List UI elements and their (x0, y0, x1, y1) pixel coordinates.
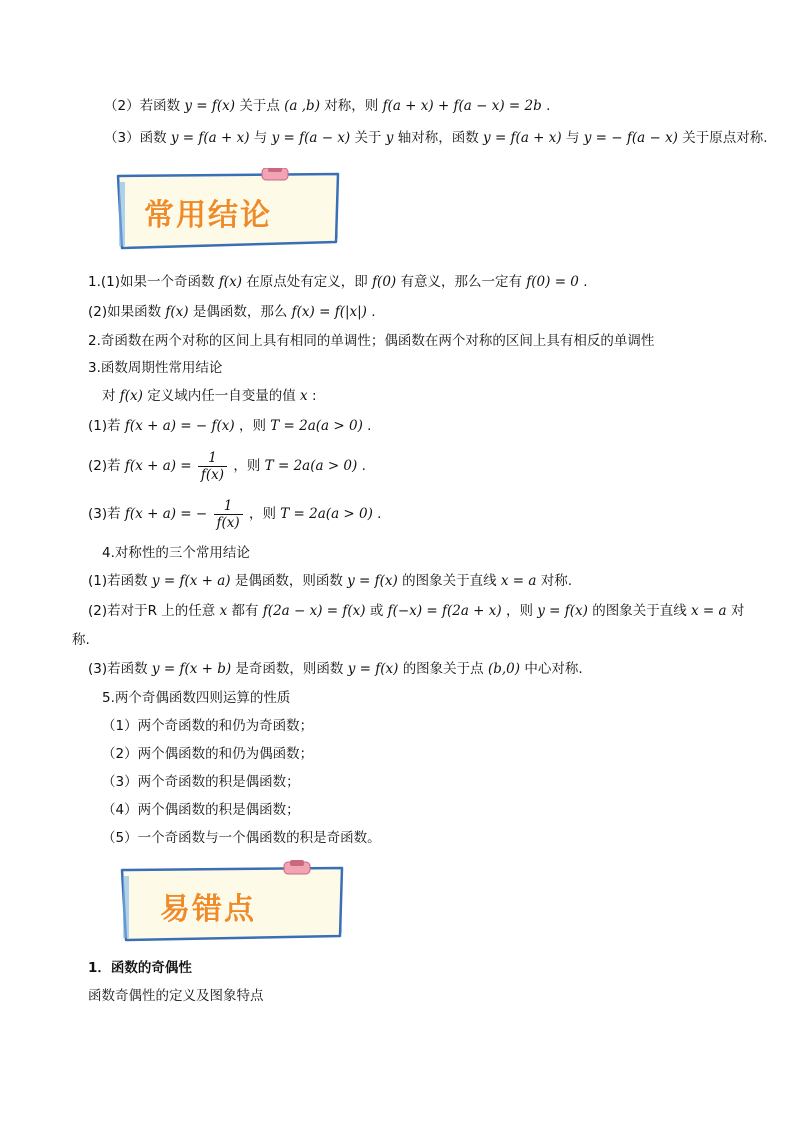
banner-title: 常用结论 (144, 198, 272, 233)
numerator: 1 (214, 498, 243, 515)
text: ，则 (238, 418, 266, 434)
text: (1)若函数 (88, 573, 148, 589)
banner-common-mistakes (116, 860, 352, 946)
text: : (311, 388, 317, 404)
text: 轴对称，函数 (397, 130, 479, 146)
conclusion-9: 4.对称性的三个常用结论 (102, 545, 250, 561)
conclusion-6 (88, 416, 371, 436)
text: 对 (730, 603, 745, 619)
text: 有意义，那么一定有 (400, 274, 522, 290)
conclusion-8 (88, 494, 381, 534)
text: 与 (253, 130, 268, 146)
denominator: f(x) (200, 466, 225, 483)
top-line-2 (104, 128, 768, 148)
text: . (367, 418, 372, 434)
math: f(x) (119, 388, 143, 404)
math: y = f(a − x) (271, 130, 351, 146)
denominator: f(x) (216, 514, 240, 531)
math: y = f(x) (347, 573, 398, 589)
conclusion-14: （1）两个奇函数的和仍为奇函数； (102, 718, 314, 734)
conclusion-7 (88, 446, 366, 486)
conclusion-4: 3.函数周期性常用结论 (88, 360, 223, 376)
math: y = f(a + x) (170, 130, 250, 146)
text: 对称. (540, 573, 573, 589)
error-subheading: 函数奇偶性的定义及图象特点 (88, 988, 264, 1004)
math: y = f(a + x) (483, 130, 562, 146)
math: y = f(x) (347, 661, 399, 677)
text: 是偶函数，则函数 (234, 573, 343, 589)
error-heading: 1．函数的奇偶性 (88, 960, 192, 976)
text: 对称，则 (324, 98, 379, 114)
text: . (377, 506, 382, 522)
math: x (219, 603, 228, 619)
text: . (583, 274, 588, 290)
banner-common-conclusions (112, 168, 348, 254)
conclusion-1 (88, 272, 587, 292)
fraction (198, 450, 227, 483)
math: (a ,b) (284, 98, 320, 114)
conclusion-10 (88, 571, 572, 591)
math: f(2a − x) = f(x) (262, 603, 366, 619)
text: (3)若函数 (88, 661, 148, 677)
math: f(x + a) = (124, 458, 192, 474)
math: f(a + x) + f(a − x) = 2b (382, 98, 542, 114)
math: T = 2a(a > 0) (270, 418, 363, 434)
math: x = a (691, 603, 727, 619)
conclusion-13: 5.两个奇偶函数四则运算的性质 (102, 690, 291, 706)
math: y = f(x + a) (151, 573, 231, 589)
text: (3)若 (88, 506, 121, 522)
math: f(−x) = f(2a + x) (387, 603, 502, 619)
text: ，则 (505, 603, 533, 619)
math: x = a (500, 573, 537, 589)
math: f(x) = f(|x|) (291, 304, 367, 320)
math: y = f(x) (184, 98, 236, 114)
text: (2)如果函数 (88, 304, 162, 320)
text: 都有 (231, 603, 259, 619)
text: 或 (369, 603, 384, 619)
math: f(x) (165, 304, 189, 320)
text: 中心对称. (524, 661, 583, 677)
conclusion-17: （4）两个偶函数的积是偶函数； (102, 802, 300, 818)
text: . (371, 304, 376, 320)
conclusion-5 (102, 386, 317, 406)
text: (2)若 (88, 458, 121, 474)
math: T = 2a(a > 0) (264, 458, 358, 474)
text: . (546, 98, 551, 114)
text: ，则 (248, 506, 276, 522)
math: f(x + a) = − (124, 506, 208, 522)
math: (b,0) (487, 661, 521, 677)
conclusion-18: （5）一个奇函数与一个偶函数的积是奇函数。 (102, 830, 381, 846)
fraction (214, 498, 243, 531)
conclusion-16: （3）两个奇函数的积是偶函数； (102, 774, 300, 790)
math: f(x) (218, 274, 242, 290)
text: （2）若函数 (104, 98, 181, 114)
text: 是偶函数，那么 (192, 304, 288, 320)
conclusion-11 (88, 601, 744, 621)
text: . (361, 458, 366, 474)
math: f(0) (372, 274, 397, 290)
text: 对 (102, 388, 116, 404)
numerator: 1 (198, 450, 227, 467)
conclusion-2 (88, 302, 376, 322)
text: 的图象关于点 (402, 661, 484, 677)
text: 是奇函数，则函数 (235, 661, 344, 677)
text: 与 (565, 130, 580, 146)
math: T = 2a(a > 0) (280, 506, 373, 522)
text: 关于点 (239, 98, 280, 114)
math: x (300, 388, 308, 404)
math: y = − f(a − x) (583, 130, 678, 146)
math: y = f(x) (537, 603, 588, 619)
text: (1)若 (88, 418, 121, 434)
text: 的图象关于直线 (592, 603, 687, 619)
math: f(x + a) = − f(x) (124, 418, 235, 434)
math: y (385, 130, 394, 146)
top-line-1 (104, 96, 550, 116)
text: 定义域内任一自变量的值 (147, 388, 296, 404)
math: f(0) = 0 (526, 274, 579, 290)
banner-title: 易错点 (160, 892, 256, 927)
text: 1.(1)如果一个奇函数 (88, 274, 215, 290)
text: 的图象关于直线 (402, 573, 497, 589)
text: （3）函数 (104, 130, 167, 146)
conclusion-11-cont: 称. (72, 632, 90, 648)
text: 在原点处有定义，即 (246, 274, 368, 290)
text: 关于 (354, 130, 382, 146)
conclusion-3: 2.奇函数在两个对称的区间上具有相同的单调性；偶函数在两个对称的区间上具有相反的单调性 (88, 333, 655, 349)
conclusion-15: （2）两个偶函数的和仍为偶函数； (102, 746, 314, 762)
text: 关于原点对称. (682, 130, 768, 146)
text: ，则 (233, 458, 261, 474)
math: y = f(x + b) (151, 661, 232, 677)
text: (2)若对于R 上的任意 (88, 603, 216, 619)
conclusion-12 (88, 659, 583, 679)
